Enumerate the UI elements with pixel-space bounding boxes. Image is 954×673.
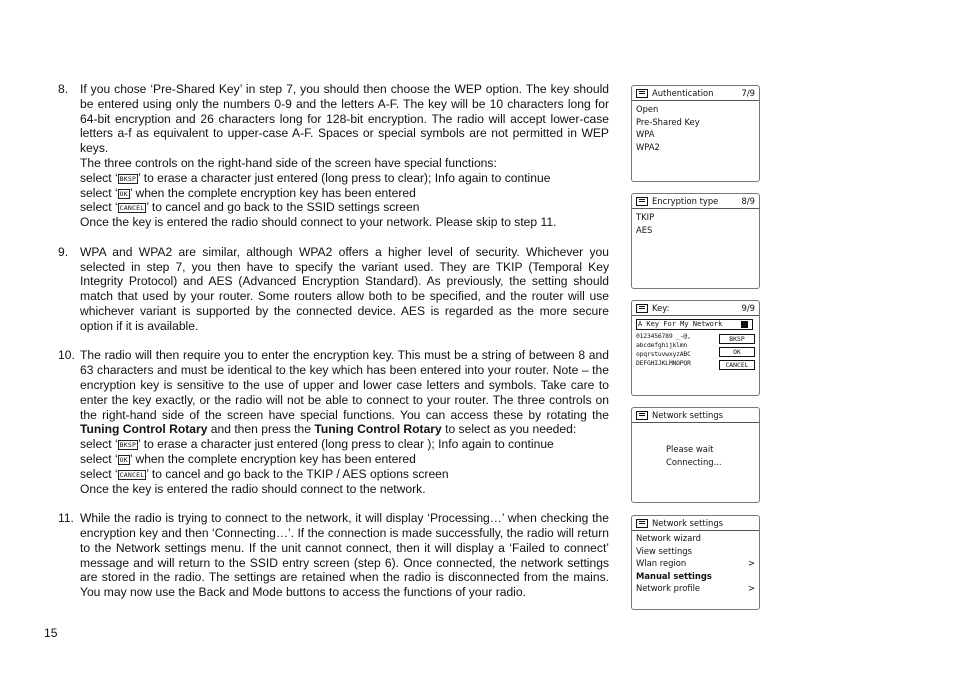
cancel-button[interactable]: CANCEL <box>719 360 755 370</box>
step-count: 9/9 <box>741 303 755 313</box>
menu-item-aes[interactable]: AES <box>636 224 653 235</box>
menu-item-view-settings[interactable]: View settings <box>636 545 692 556</box>
step-paragraph: WPA and WPA2 are similar, although WPA2 offers a higher level of security. Whichever you selected in step 7, you then have to specify the variant used. They are TKIP (Temporal Key Integrity Protocol) and AES (Advanced Encryption Standard). As previously, the setting should match that used by your router. Some routers allow both to be specified, and the router will use whichever variant is supported by the connected device. AES is regarded as the more secure option if it is available. <box>80 244 609 333</box>
menu-item-wlan-region[interactable]: Wlan region > <box>636 558 755 569</box>
bksp-key-icon: BKSP <box>119 441 137 450</box>
menu-list-icon <box>636 89 648 98</box>
please-wait-text: Please wait <box>666 444 714 454</box>
step-paragraph: The radio will then require you to enter the encryption key. This must be a string of between 8 and 63 characters and must be identical to the key which has been entered into your router. Note – the encryption key is sensitive to the use of upper and lower case letters and symbols. Take care to enter the key exactly, or the radio will not be able to connect to your router. The three controls on the right-hand side of the screen have special functions. You can access these by rotating the Tuning Control Rotary and then press the Tuning Control Rotary to select as you needed: <box>80 348 609 437</box>
ok-instruction: select ‘ OK ’ when the complete encryption key has been entered <box>80 451 416 466</box>
menu-item-open[interactable]: Open <box>636 104 659 114</box>
menu-item-wpa[interactable]: WPA <box>636 129 655 140</box>
authentication-screen <box>631 85 760 182</box>
ok-key-icon: OK <box>119 455 128 464</box>
cancel-key-icon: CANCEL <box>119 204 145 213</box>
encryption-type-screen <box>631 193 760 289</box>
menu-item-manual-settings[interactable]: Manual settings <box>636 570 712 581</box>
menu-item-network-wizard[interactable]: Network wizard <box>636 533 701 543</box>
ok-key-icon: OK <box>119 189 128 198</box>
cursor-block <box>741 321 748 328</box>
menu-item-pre-shared-key[interactable]: Pre-Shared Key <box>636 116 700 127</box>
step-number: 10. <box>58 348 75 363</box>
instructions-column <box>58 82 609 615</box>
page-number: 15 <box>44 626 58 640</box>
key-input-field[interactable]: A Key For My Network <box>636 319 753 330</box>
cancel-instruction: select ‘ CANCEL ’ to cancel and go back to the TKIP / AES options screen <box>80 466 449 481</box>
step-11 <box>58 511 609 600</box>
connecting-text: Connecting... <box>666 457 722 467</box>
menu-item-tkip[interactable]: TKIP <box>636 212 655 222</box>
screen-title: Authentication <box>652 88 714 98</box>
bold-term: Tuning Control Rotary <box>80 422 208 437</box>
step-closing: Once the key is entered the radio should connect to the network. <box>80 481 426 496</box>
bksp-key-icon: BKSP <box>119 174 137 183</box>
step-10 <box>58 348 609 496</box>
chevron-right-icon: > <box>747 583 755 594</box>
ok-button[interactable]: OK <box>719 347 755 357</box>
screen-title: Network settings <box>652 410 724 420</box>
ok-instruction: select ‘ OK ’ when the complete encryption key has been entered <box>80 185 416 200</box>
bksp-instruction: select ‘ BKSP ’ to erase a character just entered (long press to clear ); Info again to continue <box>80 437 554 452</box>
step-paragraph: While the radio is trying to connect to the network, it will display ‘Processing…’ when checking the encryption key and then ‘Connecting…’. If the connection is made successfully, the radio will return to the Network settings menu. If the unit cannot connect, then it will display a ‘Failed to connect’ message and will return to the SSID entry screen (step 6). Once connected, the network settings are stored in the radio. The settings are retained when the radio is disconnected from the mains. You may now use the Back and Mode buttons to access the functions of your radio. <box>80 511 609 600</box>
chevron-right-icon: > <box>747 558 755 569</box>
screen-title: Network settings <box>652 518 724 528</box>
controls-intro: The three controls on the right-hand side of the screen have special functions: <box>80 155 497 170</box>
character-selector[interactable]: 0123456789 _-@, abcdefghijklmn opqrstuvwxyzABC DEFGHIJKLMNOPQR <box>636 332 691 367</box>
screen-title: Key: <box>652 303 670 313</box>
step-9 <box>58 245 609 334</box>
menu-list-icon <box>636 519 648 528</box>
bold-term: Tuning Control Rotary <box>314 422 442 437</box>
menu-list-icon <box>636 304 648 313</box>
network-settings-screen <box>631 515 760 610</box>
step-8 <box>58 82 609 230</box>
step-number: 8. <box>58 82 69 96</box>
menu-item-wpa2[interactable]: WPA2 <box>636 141 660 152</box>
menu-list-icon <box>636 197 648 206</box>
cancel-key-icon: CANCEL <box>119 470 145 479</box>
step-number: 11. <box>58 511 74 526</box>
step-number: 9. <box>58 244 69 259</box>
bksp-instruction: select ‘ BKSP ’ to erase a character just entered (long press to clear); Info again to continue <box>80 170 551 185</box>
step-closing: Once the key is entered the radio should connect to your network. Please skip to step 11. <box>80 215 557 230</box>
menu-list-icon <box>636 411 648 420</box>
key-entry-screen <box>631 300 760 396</box>
step-count: 8/9 <box>741 196 755 206</box>
connecting-screen <box>631 407 760 503</box>
menu-item-network-profile[interactable]: Network profile > <box>636 583 755 594</box>
step-paragraph: If you chose ‘Pre-Shared Key’ in step 7, you should then choose the WEP option. The key should be entered using only the numbers 0-9 and the letters A-F. The key will be 10 characters long for 64-bit encryption and 26 characters long for 128-bit encryption. The radio will accept lower-case letters a-f as equivalent to upper-case A-F. Spaces or special symbols are not permitted in WEP keys. <box>80 82 609 156</box>
bksp-button[interactable]: BKSP <box>719 334 755 344</box>
cancel-instruction: select ‘ CANCEL ’ to cancel and go back to the SSID settings screen <box>80 200 420 215</box>
screen-title: Encryption type <box>652 196 719 206</box>
step-count: 7/9 <box>741 88 755 98</box>
